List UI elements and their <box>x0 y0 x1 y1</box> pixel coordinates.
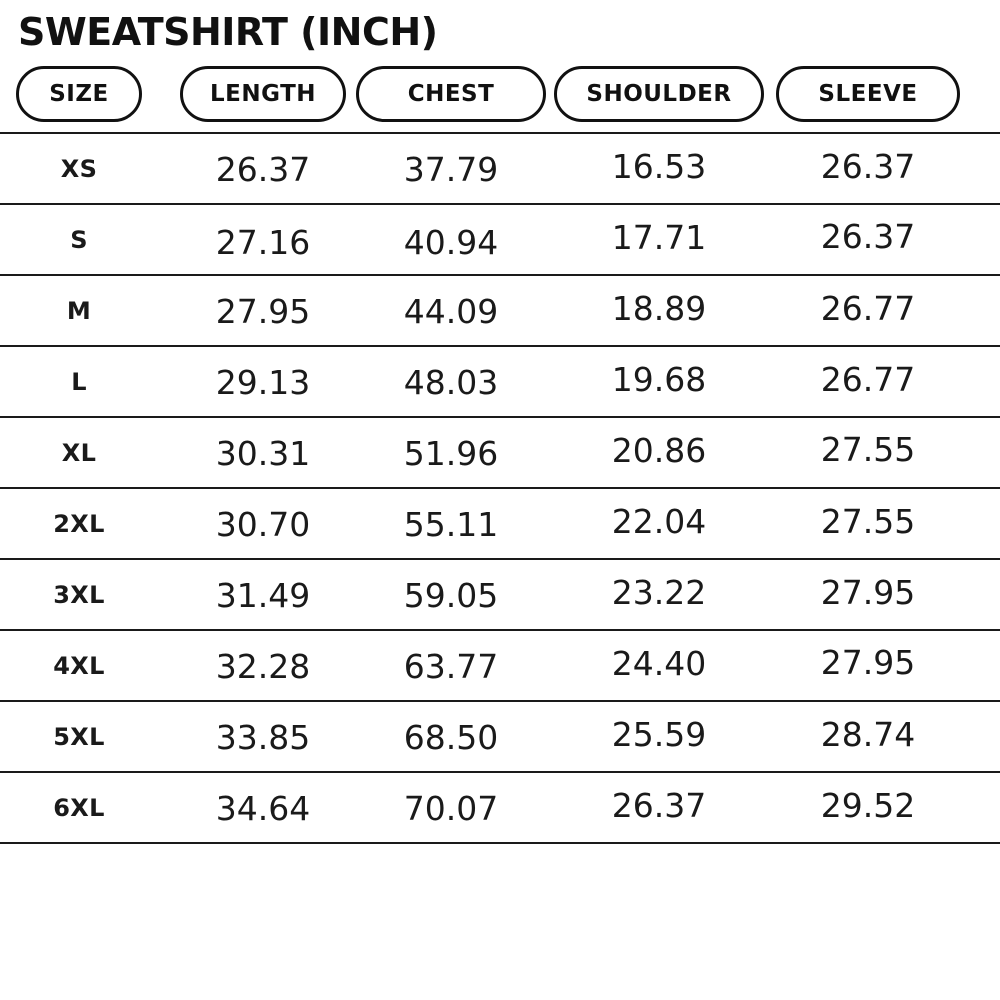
cell-length: 30.70 <box>215 505 311 544</box>
cell-chest: 40.94 <box>403 223 499 262</box>
cell-length: 30.31 <box>215 434 311 473</box>
table-row <box>0 418 1000 489</box>
cell-length: 33.85 <box>215 718 311 757</box>
table-row <box>0 631 1000 702</box>
cell-shoulder: 20.86 <box>611 431 707 470</box>
cell-length: 27.16 <box>215 223 311 262</box>
table-body <box>0 132 1000 844</box>
cell-sleeve: 27.55 <box>820 430 916 469</box>
column-header-chest: CHEST <box>356 66 546 122</box>
table-row <box>0 489 1000 560</box>
cell-length: 31.49 <box>215 576 311 615</box>
cell-shoulder: 25.59 <box>611 715 707 754</box>
cell-chest: 55.11 <box>403 505 499 544</box>
table-header-row <box>0 60 1000 132</box>
cell-size: L <box>71 367 87 396</box>
column-header-shoulder: SHOULDER <box>554 66 764 122</box>
cell-sleeve: 28.74 <box>820 715 916 754</box>
cell-size: S <box>70 225 88 254</box>
cell-length: 29.13 <box>215 363 311 402</box>
cell-chest: 68.50 <box>403 718 499 757</box>
cell-chest: 51.96 <box>403 434 499 473</box>
cell-shoulder: 18.89 <box>611 289 707 328</box>
cell-chest: 63.77 <box>403 647 499 686</box>
cell-sleeve: 26.77 <box>820 360 916 399</box>
cell-chest: 44.09 <box>403 292 499 331</box>
table-row <box>0 773 1000 844</box>
cell-size: XL <box>61 438 97 467</box>
cell-size: M <box>66 296 92 325</box>
cell-length: 32.28 <box>215 647 311 686</box>
cell-size: 6XL <box>53 793 105 822</box>
cell-sleeve: 27.95 <box>820 573 916 612</box>
cell-size: 4XL <box>53 651 105 680</box>
cell-shoulder: 17.71 <box>611 218 707 257</box>
cell-sleeve: 26.37 <box>820 217 916 256</box>
cell-chest: 48.03 <box>403 363 499 402</box>
table-row <box>0 347 1000 418</box>
column-header-sleeve: SLEEVE <box>776 66 960 122</box>
cell-shoulder: 16.53 <box>611 147 707 186</box>
cell-shoulder: 26.37 <box>611 786 707 825</box>
cell-shoulder: 24.40 <box>611 644 707 683</box>
cell-sleeve: 26.37 <box>820 147 916 186</box>
cell-size: 3XL <box>53 580 105 609</box>
cell-size: XS <box>60 154 98 183</box>
cell-sleeve: 27.55 <box>820 502 916 541</box>
cell-shoulder: 19.68 <box>611 360 707 399</box>
page-title: SWEATSHIRT (INCH) <box>18 10 438 54</box>
cell-sleeve: 26.77 <box>820 289 916 328</box>
table-row <box>0 134 1000 205</box>
cell-shoulder: 22.04 <box>611 502 707 541</box>
cell-chest: 59.05 <box>403 576 499 615</box>
cell-shoulder: 23.22 <box>611 573 707 612</box>
cell-size: 2XL <box>53 509 105 538</box>
table-row <box>0 560 1000 631</box>
cell-sleeve: 29.52 <box>820 786 916 825</box>
table-row <box>0 205 1000 276</box>
cell-length: 27.95 <box>215 292 311 331</box>
cell-sleeve: 27.95 <box>820 643 916 682</box>
cell-length: 26.37 <box>215 150 311 189</box>
column-header-length: LENGTH <box>180 66 346 122</box>
table-row <box>0 276 1000 347</box>
cell-chest: 70.07 <box>403 789 499 828</box>
column-header-size: SIZE <box>16 66 142 122</box>
table-row <box>0 702 1000 773</box>
cell-chest: 37.79 <box>403 150 499 189</box>
cell-size: 5XL <box>53 722 105 751</box>
cell-length: 34.64 <box>215 789 311 828</box>
